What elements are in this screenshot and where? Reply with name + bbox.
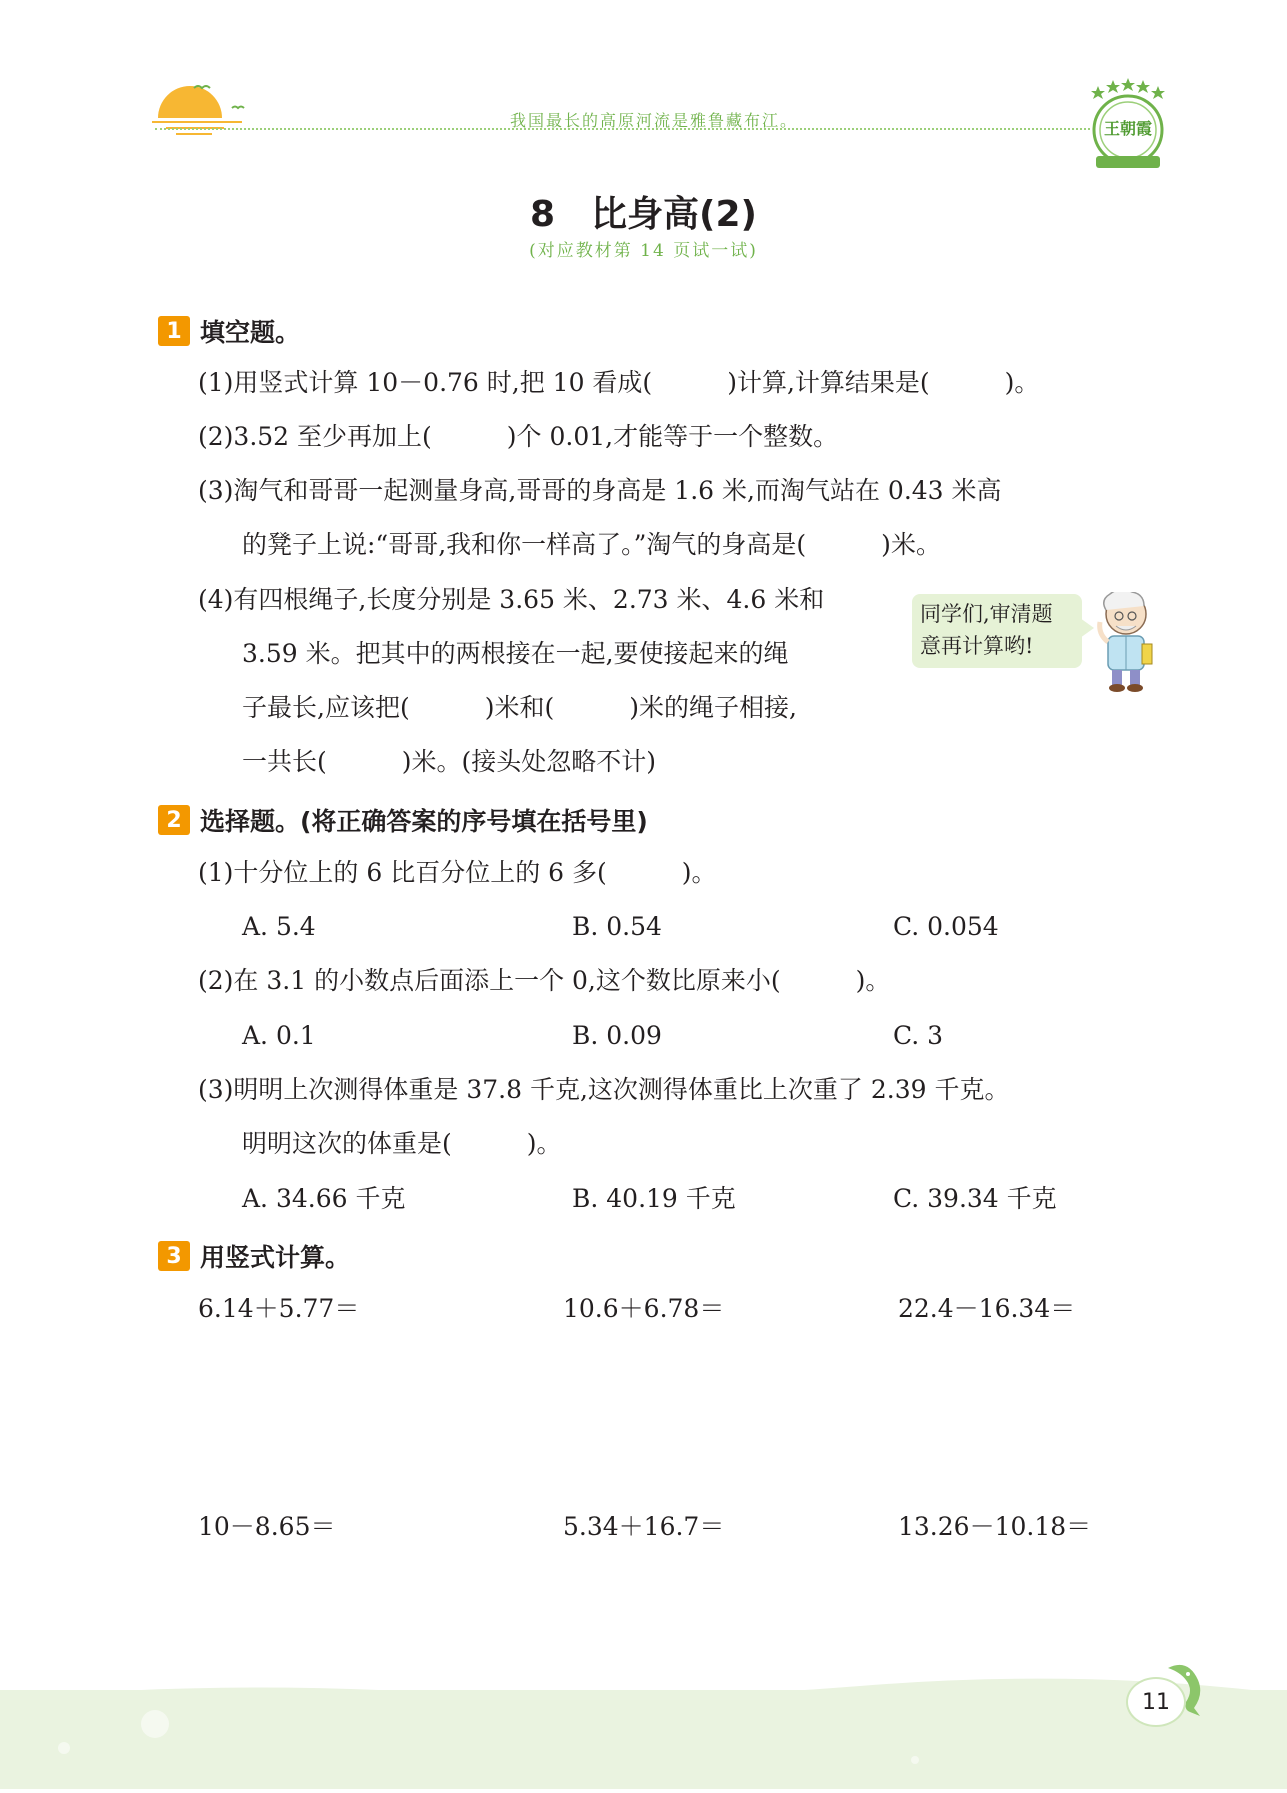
s1-question-4-line-3: 子最长,应该把( )米和( )米的绳子相接,	[242, 693, 797, 722]
header-divider	[155, 128, 1090, 130]
s2-q3-option-c: C. 39.34 千克	[893, 1184, 1057, 1213]
section-1-title: 填空题。	[200, 318, 301, 347]
s1-question-4-line-4: 一共长( )米。(接头处忽略不计)	[242, 747, 657, 776]
header-slogan: 我国最长的高原河流是雅鲁藏布江。	[510, 111, 799, 130]
tip-line-2: 意再计算哟!	[920, 634, 1034, 658]
calc-problem-1: 6.14＋5.77＝	[198, 1294, 360, 1323]
calc-problem-6: 13.26－10.18＝	[898, 1512, 1092, 1541]
s1-question-1: (1)用竖式计算 10－0.76 时,把 10 看成( )计算,计算结果是( )。	[198, 368, 1040, 397]
section-2-heading	[158, 802, 648, 838]
page-subtitle: (对应教材第 14 页试一试)	[529, 241, 758, 261]
section-2-title: 选择题。(将正确答案的序号填在括号里)	[200, 807, 648, 836]
tip-line-1: 同学们,审清题	[920, 602, 1053, 626]
section-3-title: 用竖式计算。	[200, 1243, 351, 1272]
teacher-cartoon-icon	[1090, 592, 1160, 698]
s2-question-1: (1)十分位上的 6 比百分位上的 6 多( )。	[198, 858, 717, 887]
s2-question-2: (2)在 3.1 的小数点后面添上一个 0,这个数比原来小( )。	[198, 966, 891, 995]
page-number: 11	[1126, 1677, 1186, 1727]
section-1-number: 1	[158, 316, 190, 346]
sunset-logo-icon	[150, 78, 250, 152]
s2-q1-option-c: C. 0.054	[893, 912, 999, 941]
s2-q1-option-b: B. 0.54	[572, 912, 662, 941]
s2-q3-option-b: B. 40.19 千克	[572, 1184, 736, 1213]
s1-question-4-line-1: (4)有四根绳子,长度分别是 3.65 米、2.73 米、4.6 米和	[198, 585, 825, 614]
s1-question-3-line-1: (3)淘气和哥哥一起测量身高,哥哥的身高是 1.6 米,而淘气站在 0.43 米高	[198, 476, 1002, 505]
section-3-heading	[158, 1238, 350, 1274]
s1-question-2: (2)3.52 至少再加上( )个 0.01,才能等于一个整数。	[198, 422, 839, 451]
page-title: 8 比身高(2)	[529, 194, 757, 235]
s2-q3-option-a: A. 34.66 千克	[242, 1184, 406, 1213]
s2-question-3-line-2: 明明这次的体重是( )。	[242, 1129, 562, 1158]
s2-question-3-line-1: (3)明明上次测得体重是 37.8 千克,这次测得体重比上次重了 2.39 千克。	[198, 1075, 1010, 1104]
s2-q2-option-a: A. 0.1	[242, 1021, 316, 1050]
s2-q2-option-c: C. 3	[893, 1021, 944, 1050]
brand-name: 王朝霞	[1103, 119, 1152, 138]
tip-speech-bubble	[912, 594, 1082, 668]
calc-problem-5: 5.34＋16.7＝	[563, 1512, 725, 1541]
section-1-heading	[158, 313, 300, 349]
calc-problem-3: 22.4－16.34＝	[898, 1294, 1076, 1323]
section-2-number: 2	[158, 805, 190, 835]
brand-badge-logo	[1086, 76, 1170, 176]
s1-question-3-line-2: 的凳子上说:“哥哥,我和你一样高了。”淘气的身高是( )米。	[242, 530, 941, 559]
s2-q2-option-b: B. 0.09	[572, 1021, 662, 1050]
s2-q1-option-a: A. 5.4	[242, 912, 316, 941]
s1-question-4-line-2: 3.59 米。把其中的两根接在一起,要使接起来的绳	[242, 639, 789, 668]
calc-problem-2: 10.6＋6.78＝	[563, 1294, 725, 1323]
calc-problem-4: 10－8.65＝	[198, 1512, 336, 1541]
footer-band	[0, 1690, 1287, 1789]
section-3-number: 3	[158, 1241, 190, 1271]
